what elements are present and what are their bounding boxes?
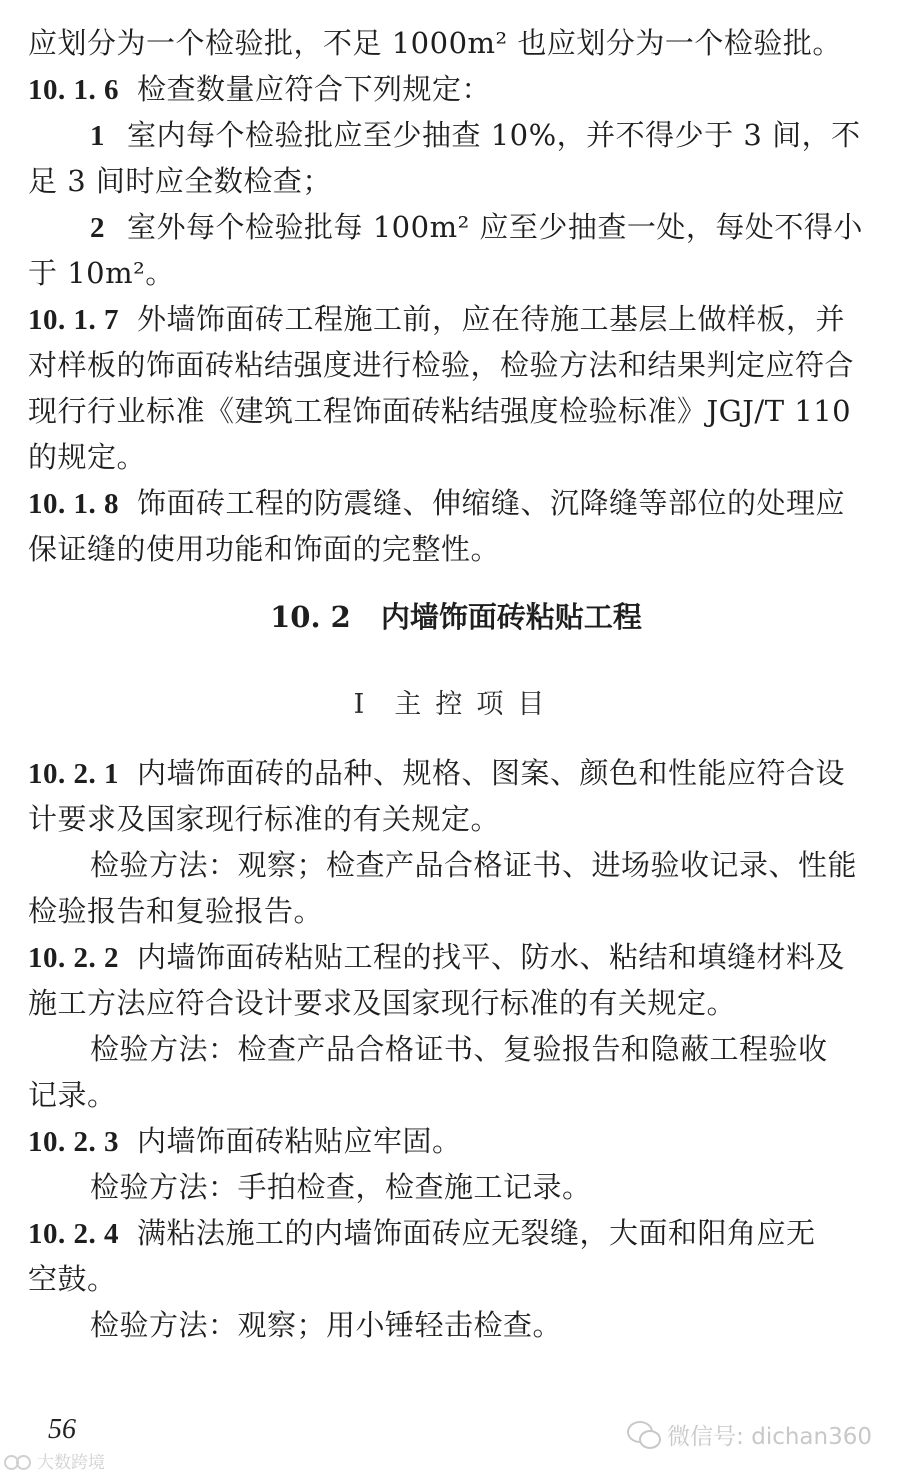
subsection-heading: 主控项目 [394, 689, 559, 720]
clause-text: 内墙饰面砖粘贴应牢固。 [137, 1124, 462, 1158]
clause-text: 外墙饰面砖工程施工前，应在待施工基层上做样板，并 [137, 302, 846, 336]
item-text: 室内每个检验批应至少抽查 10%，并不得少于 3 间，不 [127, 118, 861, 152]
clause-10-2-4 [28, 1210, 884, 1256]
clause-10-1-7 [28, 296, 884, 342]
text-line: 施工方法应符合设计要求及国家现行标准的有关规定。 [28, 986, 737, 1020]
clause-text: 内墙饰面砖的品种、规格、图案、颜色和性能应符合设 [137, 756, 846, 790]
document-page [28, 20, 884, 1348]
list-item [28, 204, 884, 250]
brand-watermark [4, 1448, 105, 1473]
clause-10-1-8 [28, 480, 884, 526]
clause-number: 10. 1. 7 [28, 304, 119, 336]
section-title [28, 594, 884, 640]
text-line: 空鼓。 [28, 1262, 117, 1296]
text-line: 应划分为一个检验批，不足 1000m² 也应划分为一个检验批。 [28, 26, 842, 60]
clause-10-2-3 [28, 1118, 884, 1164]
item-number: 1 [90, 120, 105, 152]
brand-logo-icon [4, 1452, 34, 1470]
section-number: 10. 2 [270, 600, 351, 634]
item-number: 2 [90, 212, 105, 244]
text-line: 足 3 间时应全数检查； [28, 164, 332, 198]
list-item [28, 112, 884, 158]
clause-text: 满粘法施工的内墙饰面砖应无裂缝，大面和阳角应无 [137, 1216, 816, 1250]
clause-text: 检查数量应符合下列规定： [137, 72, 492, 106]
text-line: 的规定。 [28, 440, 147, 474]
clause-number: 10. 2. 3 [28, 1126, 119, 1158]
clause-10-2-2 [28, 934, 884, 980]
subsection-title [28, 682, 884, 728]
clause-number: 10. 1. 6 [28, 74, 119, 106]
text-line: 对样板的饰面砖粘结强度进行检验，检验方法和结果判定应符合 [28, 348, 855, 382]
clause-10-1-6 [28, 66, 884, 112]
clause-text: 饰面砖工程的防震缝、伸缩缝、沉降缝等部位的处理应 [137, 486, 846, 520]
brand-label: 大数跨境 [37, 1453, 105, 1473]
wechat-watermark [627, 1418, 872, 1451]
text-line: 现行行业标准《建筑工程饰面砖粘结强度检验标准》JGJ/T 110 [28, 394, 852, 428]
wechat-icon [627, 1421, 661, 1449]
inspection-method: 检验方法：手拍检查，检查施工记录。 [90, 1170, 592, 1204]
clause-number: 10. 2. 2 [28, 942, 119, 974]
inspection-method: 检验方法：检查产品合格证书、复验报告和隐蔽工程验收 [90, 1032, 828, 1066]
page-number: 56 [48, 1414, 76, 1445]
inspection-method: 检验方法：观察；用小锤轻击检查。 [90, 1308, 563, 1342]
wechat-label: 微信号: dichan360 [667, 1424, 872, 1450]
inspection-method: 检验方法：观察；检查产品合格证书、进场验收记录、性能 [90, 848, 858, 882]
clause-number: 10. 2. 1 [28, 758, 119, 790]
section-heading: 内墙饰面砖粘贴工程 [380, 600, 642, 634]
clause-number: 10. 2. 4 [28, 1218, 119, 1250]
text-line: 记录。 [28, 1078, 117, 1112]
clause-10-2-1 [28, 750, 884, 796]
text-line: 计要求及国家现行标准的有关规定。 [28, 802, 501, 836]
clause-text: 内墙饰面砖粘贴工程的找平、防水、粘结和填缝材料及 [137, 940, 846, 974]
subsection-roman: Ⅰ [353, 689, 379, 720]
text-line: 于 10m²。 [28, 256, 175, 290]
clause-number: 10. 1. 8 [28, 488, 119, 520]
text-line: 保证缝的使用功能和饰面的完整性。 [28, 532, 501, 566]
text-line: 检验报告和复验报告。 [28, 894, 324, 928]
item-text: 室外每个检验批每 100m² 应至少抽查一处，每处不得小 [127, 210, 863, 244]
